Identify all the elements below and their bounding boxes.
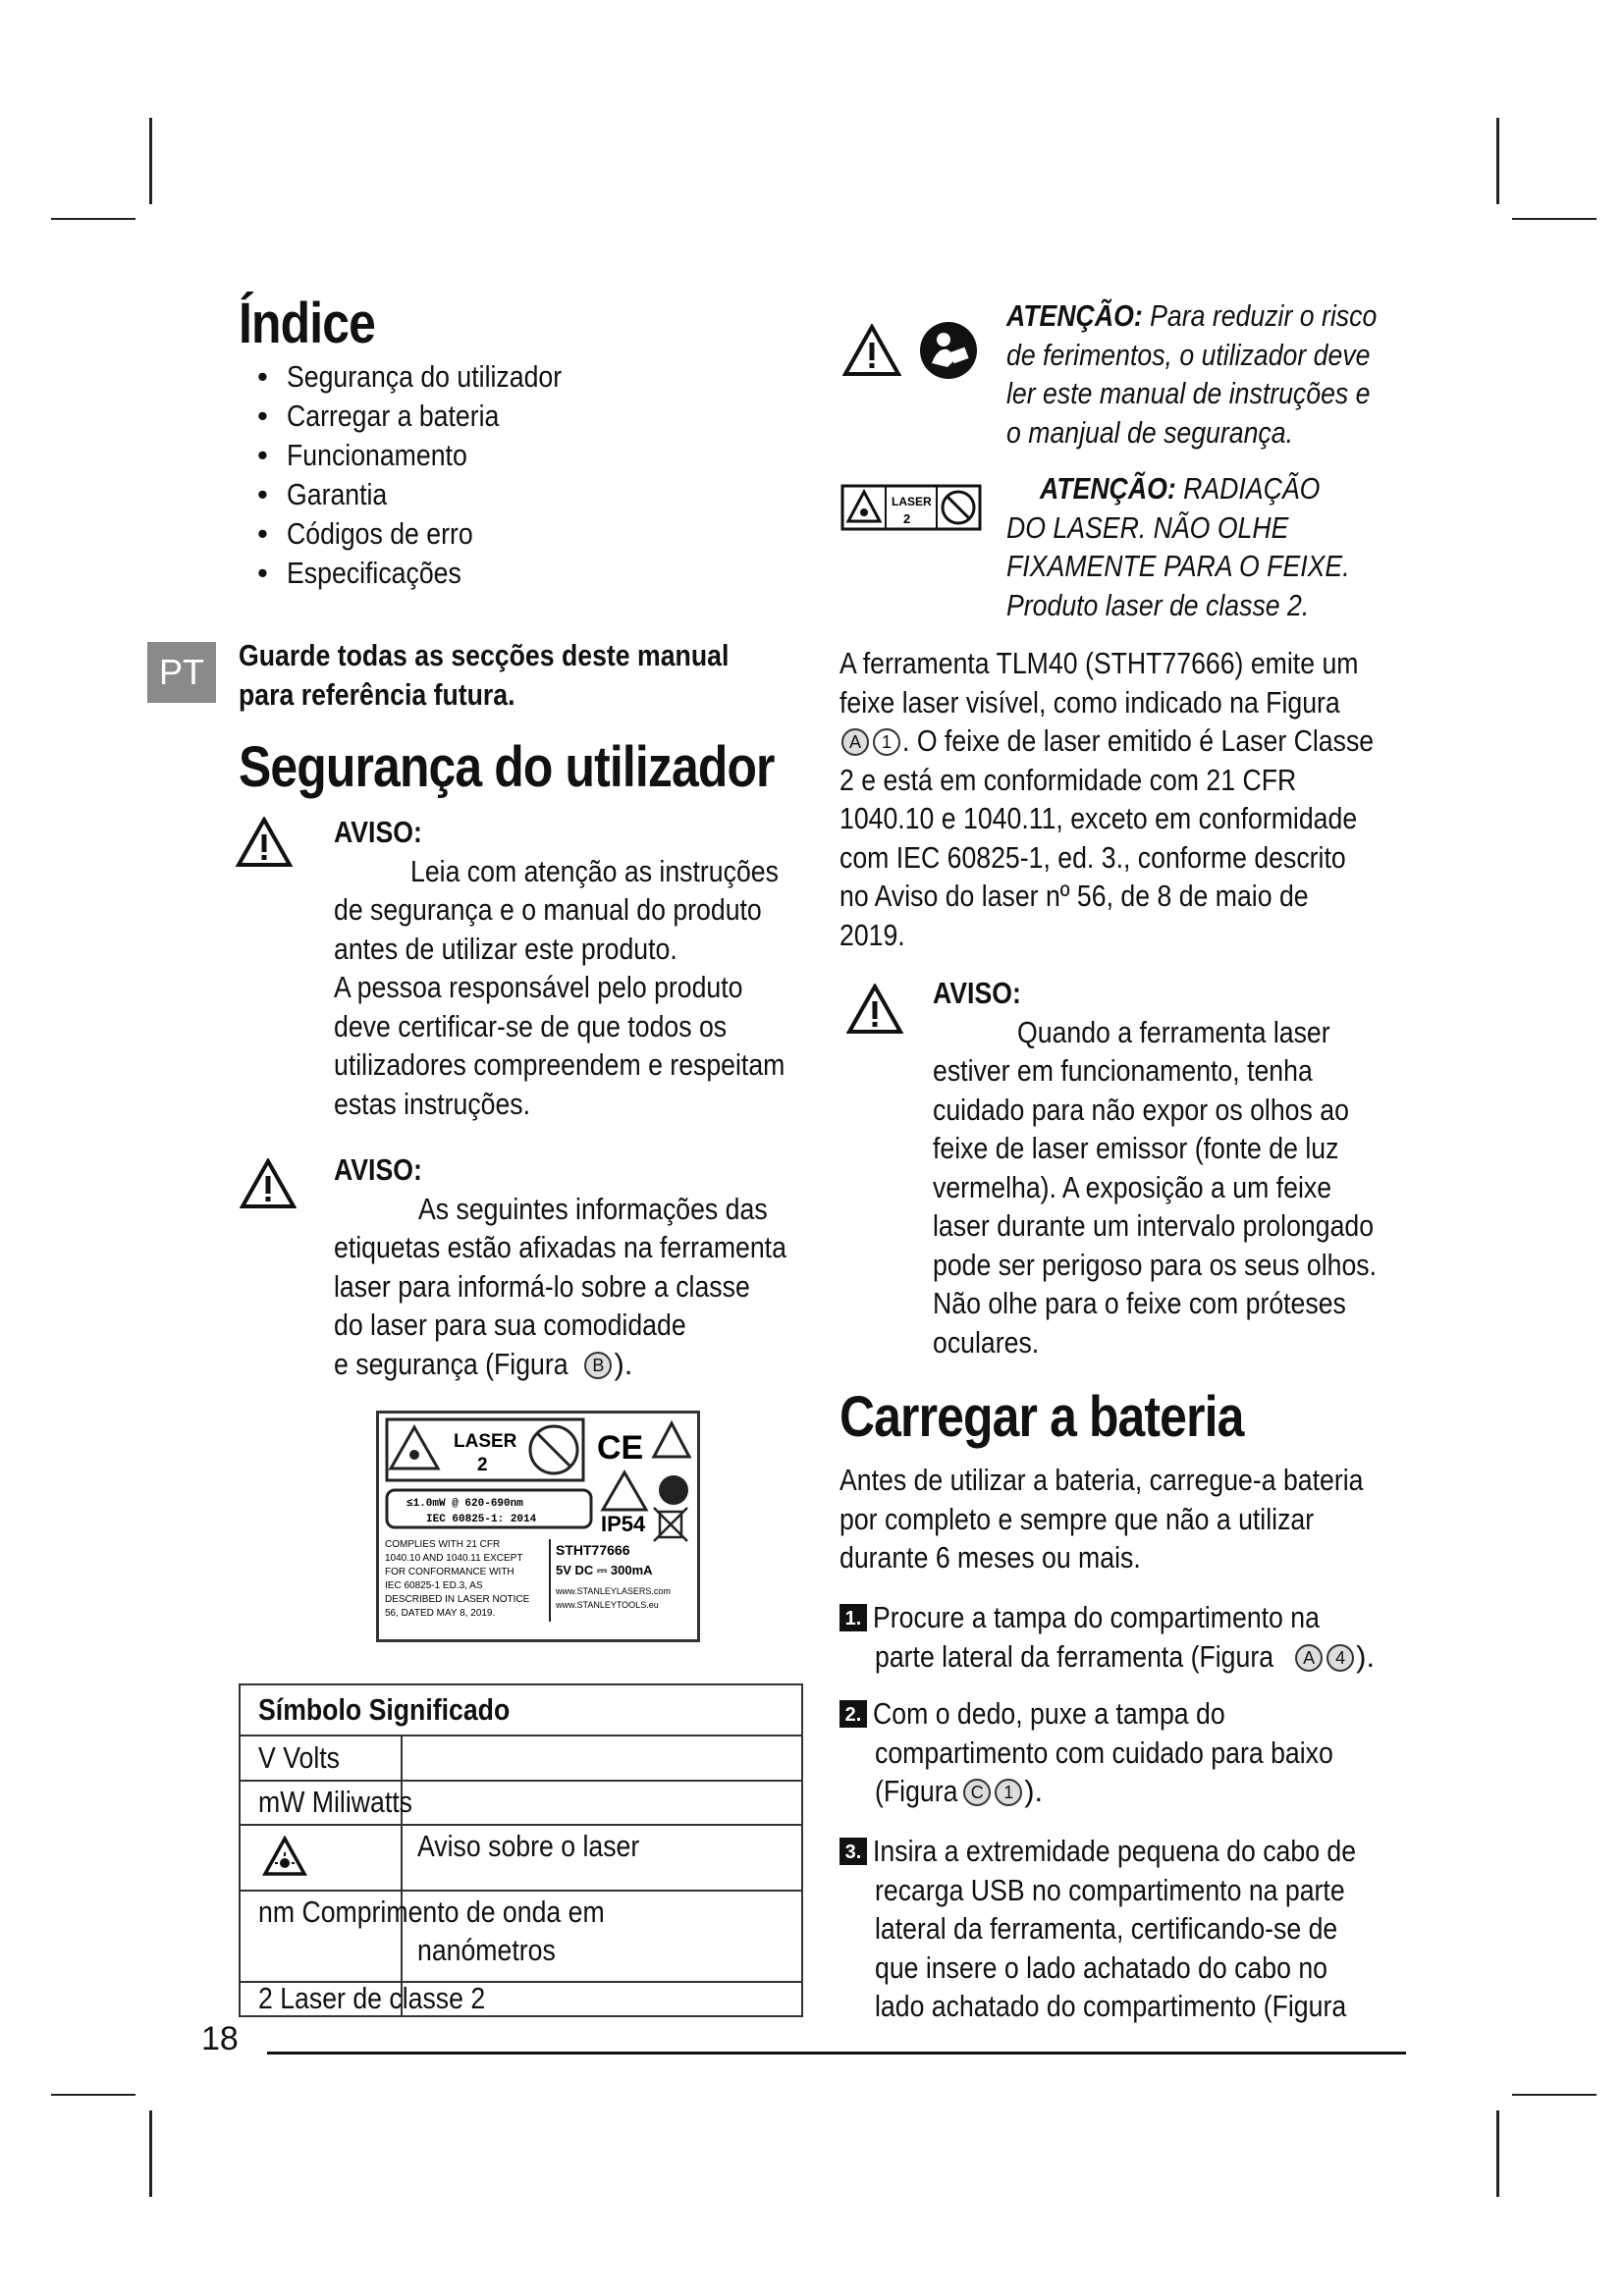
text-line: o manjual de segurança.	[1006, 414, 1293, 450]
figure-ref-badge: 4	[1326, 1644, 1354, 1672]
svg-text:IEC 60825-1: 2014: IEC 60825-1: 2014	[426, 1514, 537, 1525]
text-line: A pessoa responsável pelo produto	[334, 970, 743, 1004]
crop-mark	[51, 2094, 135, 2096]
text-line: estiver em funcionamento, tenha	[933, 1053, 1313, 1088]
index-item[interactable]: • Especificações	[257, 554, 607, 593]
crop-mark	[149, 118, 152, 204]
svg-text:≤1.0mW @ 620-690nm: ≤1.0mW @ 620-690nm	[406, 1498, 523, 1510]
text-line: oculares.	[933, 1324, 1040, 1360]
text-line: Procure a tampa do compartimento na	[873, 1600, 1320, 1634]
text-line: ler este manual de instruções e	[1006, 376, 1371, 410]
svg-text:1040.10 AND 1040.11 EXCEPT: 1040.10 AND 1040.11 EXCEPT	[385, 1553, 523, 1564]
warning-triangle-icon	[846, 984, 903, 1035]
crop-mark	[149, 2110, 152, 2197]
index-item[interactable]: • Garantia	[257, 475, 607, 514]
charge-step: 1. Procure a tampa do compartimento na parte lateral da ferramenta (Figura A 4 ).	[839, 1598, 1392, 1676]
text-line: deve certificar-se de que todos os	[334, 1008, 728, 1043]
text-line: lateral da ferramenta, certificando-se de	[875, 1911, 1338, 1946]
text-line: Insira a extremidade pequena do cabo de	[873, 1834, 1357, 1868]
svg-text:STHT77666: STHT77666	[556, 1542, 630, 1558]
text-line: 2 e está em conformidade com 21 CFR	[839, 762, 1297, 797]
text-line: pode ser perigoso para os seus olhos.	[933, 1247, 1378, 1282]
text-line: utilizadores compreendem e respeitam	[334, 1047, 785, 1082]
table-cell: nanómetros	[417, 1933, 556, 1967]
keep-manual-line: Guarde todas as secções deste manual	[239, 638, 730, 672]
text-line: 2019.	[839, 917, 905, 952]
crop-mark	[1512, 2094, 1597, 2096]
figure-ref-badge: 1	[873, 728, 900, 756]
text-line: As seguintes informações das	[418, 1191, 768, 1226]
attention-label: ATENÇÃO:	[1006, 298, 1143, 333]
laser-label-graphic	[379, 1414, 697, 1639]
index-title	[239, 291, 398, 356]
laser-class-badge-icon	[840, 484, 982, 531]
crop-mark	[1512, 218, 1597, 220]
svg-text:COMPLIES WITH 21 CFR: COMPLIES WITH 21 CFR	[385, 1539, 501, 1550]
text-line: 1040.10 e 1040.11, exceto em conformidade	[839, 801, 1358, 835]
figure-ref-badge: B	[584, 1352, 612, 1379]
step-number: 3.	[839, 1838, 867, 1865]
warning1-block	[334, 813, 858, 1123]
index-item[interactable]: • Segurança do utilizador	[257, 357, 607, 397]
charge-title	[839, 1384, 1309, 1450]
warning-triangle-icon	[842, 324, 901, 377]
safety-title-text: Segurança do utilizador	[239, 735, 775, 799]
svg-text:CE: CE	[597, 1429, 644, 1467]
text-line: e segurança (Figura	[334, 1346, 568, 1381]
text-line: estas instruções.	[334, 1086, 531, 1121]
svg-text:FOR CONFORMANCE WITH: FOR CONFORMANCE WITH	[385, 1567, 514, 1577]
figure-ref-badge: A	[1295, 1644, 1323, 1672]
svg-text:5V DC ⎓ 300mA: 5V DC ⎓ 300mA	[556, 1563, 653, 1577]
text-line: vermelha). A exposição a um feixe	[933, 1169, 1332, 1204]
text-line: que insere o lado achatado do cabo no	[875, 1949, 1328, 1985]
text-line: A ferramenta TLM40 (STHT77666) emite um	[839, 646, 1359, 680]
svg-text:IP54: IP54	[601, 1512, 646, 1536]
text-line: durante 6 meses ou mais.	[839, 1540, 1141, 1575]
text-line: DO LASER. NÃO OLHE	[1006, 509, 1289, 545]
warning-label: AVISO:	[334, 1152, 422, 1187]
step-number: 1.	[839, 1604, 867, 1631]
text-line: Antes de utilizar a bateria, carregue-a bateria	[839, 1463, 1364, 1497]
text-line: compartimento com cuidado para baixo	[875, 1735, 1333, 1770]
svg-text:LASER: LASER	[454, 1431, 517, 1452]
charge-title-text: Carregar a bateria	[839, 1385, 1244, 1449]
text-line: por completo e sempre que não a utilizar	[839, 1501, 1315, 1536]
table-cell: mW Miliwatts	[258, 1785, 412, 1819]
text-line: Para reduzir o risco	[1150, 298, 1378, 333]
step-number: 2.	[839, 1700, 867, 1728]
text-line: lado achatado do compartimento (Figura	[875, 1989, 1347, 2023]
keep-manual-line: para referência futura.	[239, 676, 515, 712]
table-cell: nm Comprimento de onda em	[258, 1895, 605, 1929]
text-line: etiquetas estão afixadas na ferramenta	[334, 1230, 786, 1264]
text-line: Quando a ferramenta laser	[1017, 1014, 1330, 1049]
crop-mark	[1496, 118, 1499, 204]
text-line: com IEC 60825-1, ed. 3., conforme descrito	[839, 839, 1346, 875]
figure-ref-badge: 1	[995, 1779, 1022, 1806]
text-line: RADIAÇÃO	[1183, 471, 1321, 506]
text-line: Produto laser de classe 2.	[1006, 587, 1310, 622]
text-line: de segurança e o manual do produto	[334, 892, 762, 927]
table-cell: Aviso sobre o laser	[417, 1829, 640, 1863]
crop-mark	[51, 218, 135, 220]
safety-title	[239, 734, 861, 800]
attention2-block	[1006, 469, 1406, 624]
svg-text:DESCRIBED IN LASER NOTICE: DESCRIBED IN LASER NOTICE	[385, 1594, 530, 1605]
table-header: Símbolo Significado	[258, 1692, 511, 1727]
warning-label: AVISO:	[933, 976, 1021, 1010]
attention1-block	[1006, 296, 1437, 452]
table-cell: V Volts	[258, 1740, 340, 1775]
index-list	[257, 357, 607, 593]
svg-text:IEC 60825-1 ED.3, AS: IEC 60825-1 ED.3, AS	[385, 1580, 483, 1591]
svg-text:www.STANLEYLASERS.com: www.STANLEYLASERS.com	[556, 1586, 671, 1596]
svg-text:2: 2	[477, 1455, 488, 1475]
text-line: recarga USB no compartimento na parte	[875, 1872, 1345, 1907]
charge-intro	[839, 1461, 1448, 1577]
attention-label: ATENÇÃO:	[1040, 471, 1176, 506]
text-line: antes de utilizar este produto.	[334, 931, 677, 966]
charge-step: 2. Com o dedo, puxe a tampa do compartimento com cuidado para baixo (Figura C 1 ).	[839, 1694, 1408, 1811]
svg-text:2: 2	[903, 511, 911, 526]
warning-triangle-icon	[240, 1158, 297, 1209]
svg-text:www.STANLEYTOOLS.eu: www.STANLEYTOOLS.eu	[556, 1600, 659, 1610]
text-line: Com o dedo, puxe a tampa do	[873, 1696, 1225, 1731]
index-item[interactable]: • Funcionamento	[257, 436, 607, 475]
text-line: no Aviso do laser nº 56, de 8 de maio de	[839, 879, 1309, 913]
text-line: parte lateral da ferramenta (Figura	[875, 1638, 1274, 1674]
index-item[interactable]: • Carregar a bateria	[257, 397, 607, 436]
text-line: do laser para sua comodidade	[334, 1308, 686, 1342]
text-line: feixe laser visível, como indicado na Figura	[839, 684, 1340, 720]
laser-label-figure	[376, 1411, 700, 1642]
text-line: de ferimentos, o utilizador deve	[1006, 337, 1371, 372]
emission-paragraph	[839, 644, 1450, 954]
warning-label: AVISO:	[334, 815, 422, 849]
text-line: FIXAMENTE PARA O FEIXE.	[1006, 549, 1350, 583]
warning3-block	[933, 974, 1449, 1362]
text-line: laser para informá-lo sobre a classe	[334, 1268, 750, 1304]
keep-manual-note	[239, 636, 809, 714]
warning2-block: AVISO: As seguintes informações das etiquetas estão afixadas na ferramenta laser para informá-lo sobre a classe do laser para sua comodidade e segurança (Figura B ).	[334, 1150, 860, 1383]
charge-step	[839, 1832, 1435, 2026]
text-line: laser durante um intervalo prolongado	[933, 1208, 1375, 1243]
text-line: feixe de laser emissor (fonte de luz	[933, 1131, 1339, 1165]
text-line: Leia com atenção as instruções	[410, 853, 779, 888]
symbol-table	[239, 1683, 803, 2017]
laser-warning-icon	[262, 1836, 307, 1877]
crop-mark	[1496, 2110, 1499, 2197]
svg-text:56, DATED MAY 8, 2019.: 56, DATED MAY 8, 2019.	[385, 1608, 496, 1619]
svg-text:LASER: LASER	[892, 495, 932, 508]
table-cell: 2 Laser de classe 2	[258, 1981, 486, 2015]
index-title-text: Índice	[239, 292, 375, 355]
text-line: Não olhe para o feixe com próteses	[933, 1286, 1346, 1320]
text-line: cuidado para não expor os olhos ao	[933, 1092, 1349, 1127]
figure-ref-badge: A	[841, 728, 869, 756]
read-manual-icon	[918, 320, 979, 381]
figure-ref-badge: C	[963, 1779, 991, 1806]
text-line: (Figura	[875, 1774, 958, 1808]
text-line: . O feixe de laser emitido é Laser Classe	[902, 723, 1375, 758]
warning-triangle-icon	[236, 817, 293, 868]
page-number: 18	[201, 2020, 239, 2057]
index-item[interactable]: • Códigos de erro	[257, 514, 607, 554]
footer-rule	[267, 2052, 1406, 2055]
language-tab: PT	[147, 642, 216, 703]
